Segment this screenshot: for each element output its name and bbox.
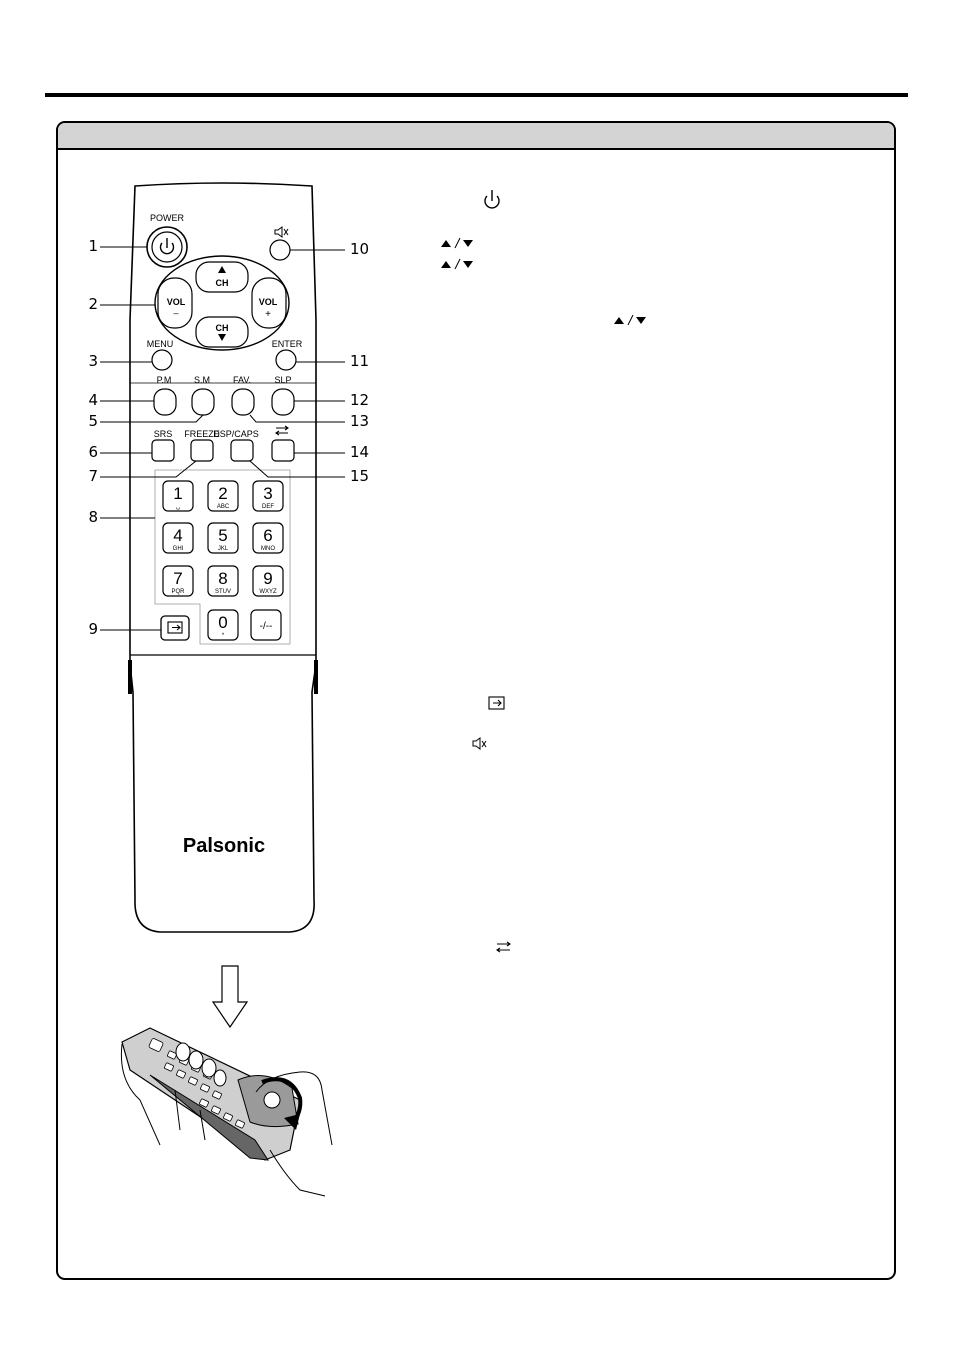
key-3-digit: 3: [263, 484, 273, 503]
dsp-caps-button[interactable]: [231, 440, 253, 461]
callout-1: 1: [88, 237, 98, 255]
mute-icon: [473, 738, 486, 749]
fav-button[interactable]: [232, 389, 254, 415]
power-icon: [485, 190, 499, 208]
cover-latch-right: [314, 660, 318, 694]
freeze-label: FREEZE: [184, 429, 220, 439]
freeze-button[interactable]: [191, 440, 213, 461]
pm-label: P.M: [156, 375, 172, 385]
key-6-letters: MNO: [261, 546, 275, 552]
key-5-digit: 5: [218, 526, 228, 545]
key-7-digit: 7: [173, 569, 183, 588]
key-1-digit: 1: [173, 484, 183, 503]
key-8-digit: 8: [218, 569, 228, 588]
key-1-letters: ␣: [176, 504, 180, 510]
key-9-letters: WXYZ: [259, 589, 277, 595]
input-source-icon: [489, 697, 504, 709]
callout-5: 5: [88, 412, 98, 430]
brand-logo: Palsonic: [182, 835, 266, 857]
slp-label: SLP: [274, 375, 292, 385]
key-6-digit: 6: [263, 526, 273, 545]
callout-3: 3: [88, 352, 98, 370]
key-2-letters: ABC: [216, 504, 230, 510]
key-4-letters: GHI: [172, 546, 184, 552]
slp-button[interactable]: [272, 389, 294, 415]
menu-label: MENU: [146, 339, 174, 349]
callout-2: 2: [88, 295, 98, 313]
ch-down-label: CH: [215, 323, 229, 333]
dsp-caps-label: DSP/CAPS: [213, 429, 259, 439]
vol-minus-sign: –: [173, 308, 179, 318]
dash-label: -/--: [259, 621, 273, 632]
key-3-letters: DEF: [262, 504, 274, 510]
vol-plus-sign: +: [265, 309, 271, 320]
callout-10: 10: [350, 240, 370, 258]
enter-button[interactable]: [276, 350, 296, 370]
callout-15: 15: [350, 467, 370, 485]
key-2-digit: 2: [218, 484, 228, 503]
callout-11: 11: [350, 352, 370, 370]
remote-opening-illustration: [121, 1028, 332, 1196]
callout-6: 6: [88, 443, 98, 461]
recall-button[interactable]: [272, 440, 294, 461]
key-8-letters: STUV: [214, 589, 232, 595]
key-7-letters: PQR: [171, 589, 185, 595]
srs-button[interactable]: [152, 440, 174, 461]
menu-button[interactable]: [152, 350, 172, 370]
callout-13: 13: [350, 412, 370, 430]
vol-down-label: VOL: [166, 297, 186, 307]
power-label: POWER: [149, 213, 185, 223]
fav-label: FAV.: [232, 375, 252, 385]
up-down-arrows-icon: [441, 259, 473, 269]
recall-icon: [497, 942, 510, 952]
key-0-letters: *: [221, 633, 225, 639]
up-down-arrows-icon: [441, 238, 473, 248]
callout-9: 9: [88, 620, 98, 638]
ch-up-label: CH: [215, 278, 229, 288]
callout-7: 7: [88, 467, 98, 485]
callout-8: 8: [88, 508, 98, 526]
callout-12: 12: [350, 391, 370, 409]
down-arrow-icon: [213, 966, 247, 1027]
sm-label: S.M: [193, 375, 211, 385]
sm-button[interactable]: [192, 389, 214, 415]
up-down-arrows-icon: [614, 315, 646, 325]
cover-latch-left: [128, 660, 132, 694]
pm-button[interactable]: [154, 389, 176, 415]
key-5-letters: JKL: [217, 546, 229, 552]
callout-14: 14: [350, 443, 370, 461]
key-4-digit: 4: [173, 526, 183, 545]
vol-up-label: VOL: [258, 297, 278, 307]
callout-4: 4: [88, 391, 98, 409]
enter-label: ENTER: [271, 339, 303, 349]
srs-label: SRS: [153, 429, 173, 439]
mute-button[interactable]: [270, 240, 290, 260]
key-0-digit: 0: [218, 613, 228, 632]
key-9-digit: 9: [263, 569, 273, 588]
